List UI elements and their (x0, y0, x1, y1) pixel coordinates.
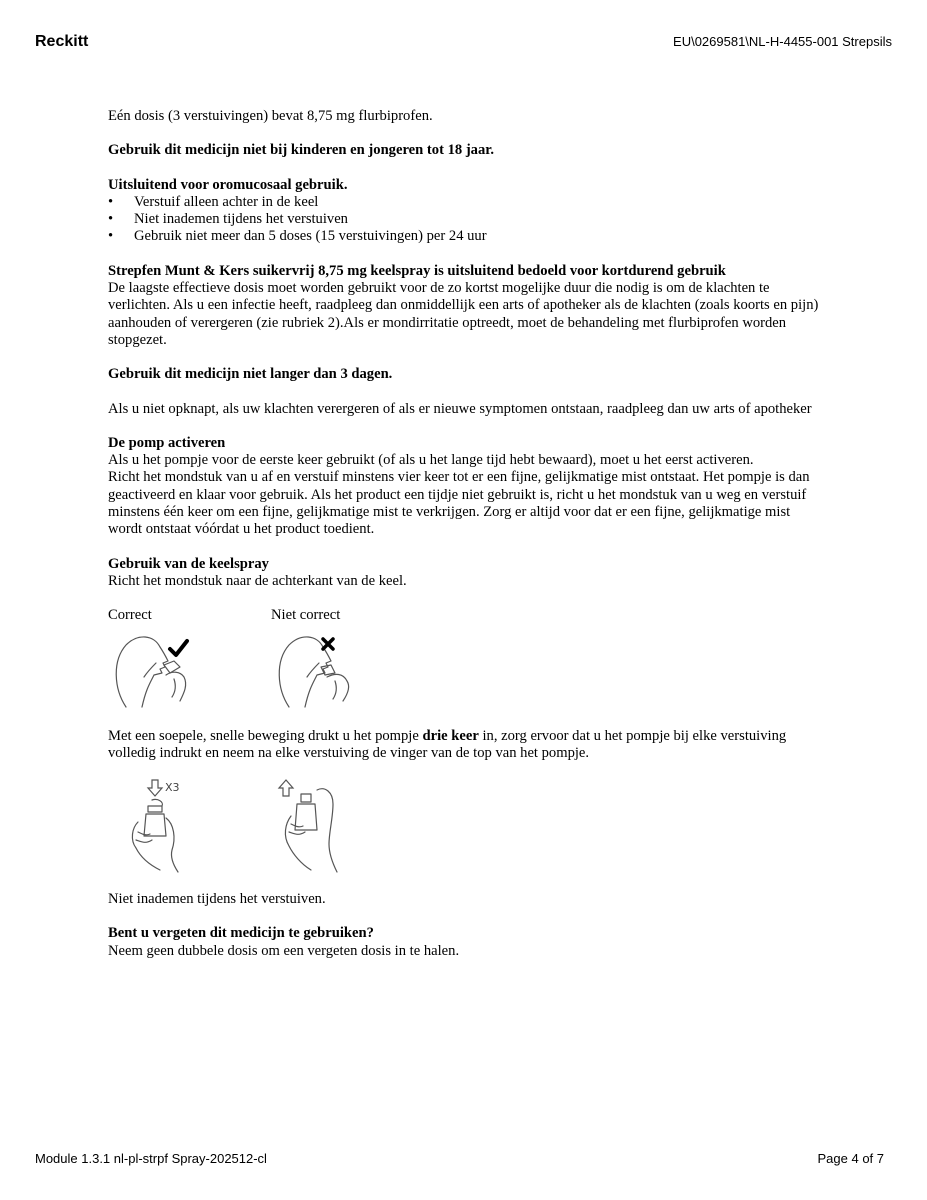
press-count-emphasis: drie keer (422, 727, 479, 744)
pump-text-1: Als u het pompje voor de eerste keer gebruikt (of als u het lange tijd hebt bewaard), moet u het eerst activeren. (108, 452, 754, 469)
list-item: • Verstuif alleen achter in de keel (108, 194, 823, 211)
children-warning: Gebruik dit medicijn niet bij kinderen en jongeren tot 18 jaar. (108, 142, 495, 159)
brand-name: Reckitt (35, 33, 89, 50)
incorrect-label: Niet correct (271, 607, 341, 624)
no-improvement-text: Als u niet opknapt, als uw klachten verergeren of als er nieuwe symptomen ontstaan, raadpleeg dan uw arts of apotheker (108, 400, 812, 417)
page-number: Page 4 of 7 (817, 1151, 884, 1166)
check-icon (170, 641, 187, 655)
oromucosal-heading: Uitsluitend voor oromucosaal gebruik. (108, 176, 348, 193)
correct-spray-illustration (108, 631, 271, 711)
spray-use-heading: Gebruik van de keelspray (108, 555, 269, 572)
press-count-label: X3 (165, 781, 180, 795)
press-illustrations (108, 774, 823, 874)
max-days-warning: Gebruik dit medicijn niet langer dan 3 dagen. (108, 366, 393, 383)
pump-text-2: Richt het mondstuk van u af en verstuif minstens vier keer tot er een fijne, gelijkmatige mist ontstaat. Het pompje is dan geactiveerd en klaar voor gebruik. Als het product een tijdje niet gebruikt is, richt u het mondstuk van u weg en verstuif minstens één keer om een fijne, gelijkmatige mist te verkrijgen. Zorg er altijd voor dat er een fijne, gelijkmatige mist wordt ontstaat vóórdat u het product toedient. (108, 469, 810, 538)
press-text-before: Met een soepele, snelle beweging drukt u het pompje (108, 727, 423, 744)
spray-direction-illustrations (108, 631, 823, 711)
list-item: • Gebruik niet meer dan 5 doses (15 verstuivingen) per 24 uur (108, 228, 823, 245)
arrow-up-icon (279, 780, 293, 796)
illustration-labels (108, 607, 823, 624)
pump-heading: De pomp activeren (108, 434, 226, 451)
leaflet-content (108, 108, 823, 960)
short-use-heading: Strepfen Munt & Kers suikervrij 8,75 mg keelspray is uitsluitend bedoeld voor kortdurend gebruik (108, 262, 726, 279)
incorrect-spray-illustration (271, 631, 371, 711)
release-pump-illustration (271, 774, 371, 874)
oromucosal-list (108, 194, 823, 246)
correct-label: Correct (108, 607, 152, 624)
dose-line: Eén dosis (3 verstuivingen) bevat 8,75 mg flurbiprofen. (108, 108, 433, 124)
no-inhale-text: Niet inademen tijdens het verstuiven. (108, 891, 326, 908)
press-text-after: in, zorg ervoor dat u het pompje bij elke verstuiving volledig indrukt en neem na elke verstuiving de vinger van de top van het pompje. (108, 727, 787, 761)
spray-use-text: Richt het mondstuk naar de achterkant van de keel. (108, 572, 407, 589)
list-item: • Niet inademen tijdens het verstuiven (108, 211, 823, 228)
document-reference: EU\0269581\NL-H-4455-001 Strepsils (673, 34, 892, 49)
press-instruction (108, 728, 823, 763)
forgot-heading: Bent u vergeten dit medicijn te gebruiken? (108, 925, 374, 942)
arrow-down-icon (148, 780, 162, 796)
short-use-text: De laagste effectieve dosis moet worden gebruikt voor de zo kortst mogelijke duur die nodig is om de klachten te verlichten. Als u een infectie heeft, raadpleeg dan onmiddellijk een arts of apotheker als de klachten (zoals koorts en pijn) aanhouden of verergeren (zie rubriek 2).Als er mondirritatie optreedt, moet de behandeling met flurbiprofen worden stopgezet. (108, 280, 819, 348)
press-pump-illustration (108, 774, 271, 874)
cross-icon (323, 639, 333, 649)
module-footer: Module 1.3.1 nl-pl-strpf Spray-202512-cl (35, 1151, 267, 1166)
forgot-text: Neem geen dubbele dosis om een vergeten dosis in te halen. (108, 942, 460, 959)
